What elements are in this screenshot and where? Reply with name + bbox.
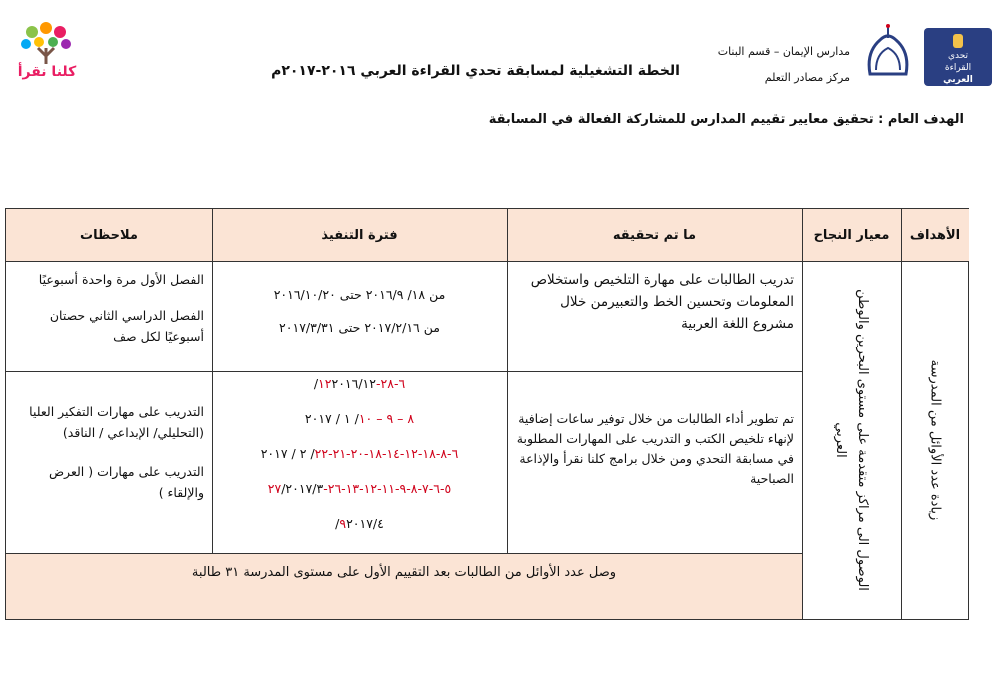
row2-period-line-2: ٨ – ٩ – ١٠/ ١ / ٢٠١٧ [304,411,415,426]
header-achieved: ما تم تحقيقه [507,209,802,261]
operational-plan-table [5,208,969,620]
header-period: فترة التنفيذ [212,209,507,261]
criterion-text: الوصول الى مراكز متقدمة على مستوى البحرين والوطن العربي [833,289,870,591]
row2-period-line-4: ٥-٦-٧-٨-٩-١١-١٢-١٣-٢٦-٢٧/٢٠١٧/٣ [267,481,452,496]
department-name: مركز مصادر التعلم [764,71,850,84]
summary-row [6,553,802,619]
logo-right-line-1: تحدي [947,51,969,61]
logo-right-line-2: القراءة [944,63,972,73]
row1-period-1: من ١٨/ ٢٠١٦/٩ حتى ٢٠١٦/١٠/٢٠ [273,287,446,302]
row2-period-line-1: ٦-٢٨-١٢٢٠١٦/١٢/ [313,376,406,391]
general-goal: الهدف العام : تحقيق معايير تقييم المدارس للمشاركة الفعالة في المسابقة [488,112,964,127]
school-name: مدارس الإيمان – قسم البنات [717,45,850,58]
school-emblem-logo [862,22,914,82]
row2-note-1: التدريب على مهارات التفكير العليا (التحليلي/ الإبداعي / الناقد) [29,404,204,440]
row2-period [212,373,507,548]
objective-text: زيادة عدد الأوائل من المدرسة [927,359,943,521]
kulna-naqra-logo [12,20,82,90]
header-objectives: الأهداف [901,209,969,261]
header-criteria: معيار النجاح [802,209,901,261]
key-icon [953,34,963,48]
row2-note-2: التدريب على مهارات ( العرض والإلقاء ) [48,464,204,500]
row2-achieved: تم تطوير أداء الطالبات من خلال توفير ساعات إضافية لإنهاء تلخيص الكتب و التدريب على المهارات المطلوبة في مسابقة التحدي ومن خلال برامج كلنا نقرأ والإذاعة الصباحية [516,411,794,486]
row1-note-1: الفصل الأول مرة واحدة أسبوعيًا [38,272,204,287]
page-title: الخطة التشغيلية لمسابقة تحدي القراءة العربي ٢٠١٦-٢٠١٧م [271,63,680,79]
row2-period-line-3: ٦-٨-١٨-١٢-١٤-١٨-٢٠-٢١-٢٢/ ٢ / ٢٠١٧ [260,446,459,461]
summary-text: وصل عدد الأوائل من الطالبات بعد التقييم الأول على مستوى المدرسة ٣١ طالبة [191,565,617,580]
row2-period-line-5: ٩٢٠١٧/٤/ [335,516,384,531]
header-notes: ملاحظات [6,209,212,261]
logo-left-text: كلنا نقرأ [17,64,77,80]
reading-challenge-logo [924,28,992,86]
row1-achieved: تدريب الطالبات على مهارة التلخيص واستخلاص المعلومات وتحسين الخط والتعبيرمن خلال مشروع اللغة العربية [530,272,794,332]
row1-period-2: من ٢٠١٧/٢/١٦ حتى ٢٠١٧/٣/٣١ [279,320,440,335]
row1-note-2: الفصل الدراسي الثاني حصتان أسبوعيًا لكل صف [49,308,204,344]
logo-right-line-3: العربي [943,75,973,85]
